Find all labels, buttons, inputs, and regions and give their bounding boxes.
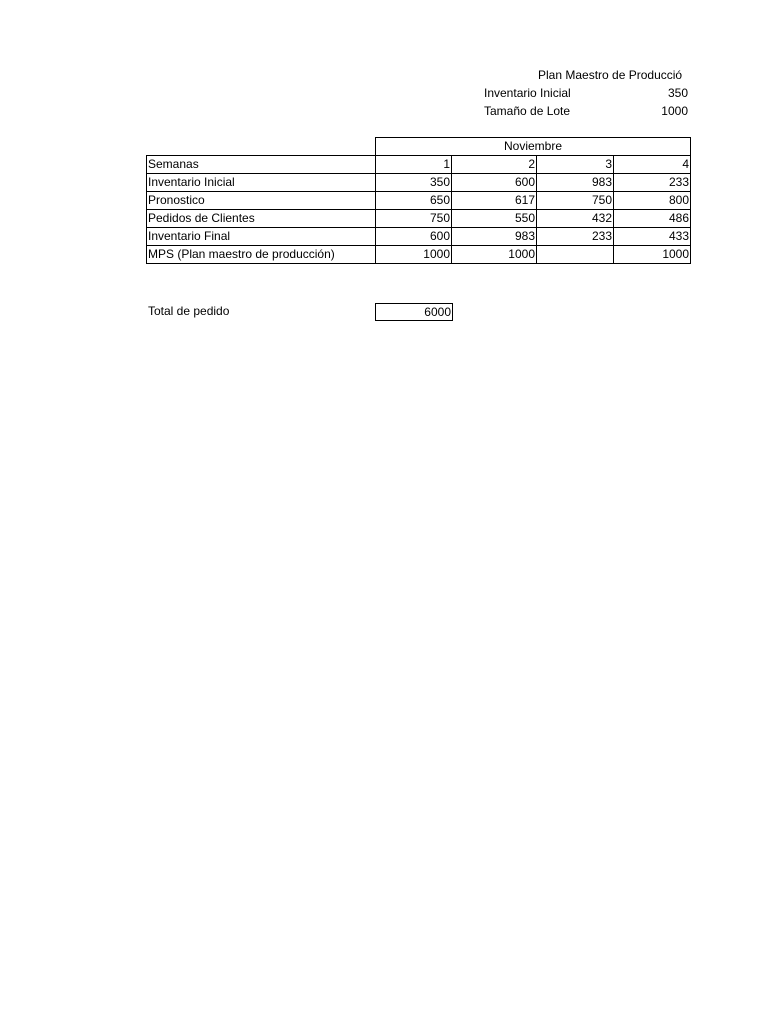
table-cell: 2 <box>452 156 537 174</box>
row-label: Inventario Inicial <box>147 174 376 192</box>
month-header: Noviembre <box>376 138 691 156</box>
table-cell: 350 <box>376 174 452 192</box>
table-cell: 433 <box>614 228 691 246</box>
table-cell: 233 <box>614 174 691 192</box>
row-label: MPS (Plan maestro de producción) <box>147 246 376 264</box>
mps-table <box>146 137 691 264</box>
table-cell: 983 <box>452 228 537 246</box>
table-row <box>147 246 691 264</box>
inventario-inicial-value: 350 <box>667 86 688 100</box>
table-row <box>147 210 691 228</box>
empty-cell <box>147 138 376 156</box>
table-cell: 550 <box>452 210 537 228</box>
total-value: 6000 <box>375 303 453 321</box>
month-row <box>147 138 691 156</box>
row-label: Pedidos de Clientes <box>147 210 376 228</box>
tamano-lote-value: 1000 <box>661 104 688 118</box>
table-cell: 1000 <box>452 246 537 264</box>
row-label: Semanas <box>147 156 376 174</box>
table-cell: 1000 <box>614 246 691 264</box>
table-cell: 486 <box>614 210 691 228</box>
table-cell: 750 <box>376 210 452 228</box>
table-cell <box>537 246 614 264</box>
table-cell: 1 <box>376 156 452 174</box>
table-row <box>147 156 691 174</box>
table-row <box>147 174 691 192</box>
tamano-lote-label: Tamaño de Lote <box>484 104 571 118</box>
table-row <box>147 228 691 246</box>
table-cell: 617 <box>452 192 537 210</box>
table-row <box>147 192 691 210</box>
row-label: Inventario Final <box>147 228 376 246</box>
table-cell: 650 <box>376 192 452 210</box>
total-label: Total de pedido <box>148 304 230 318</box>
table-cell: 800 <box>614 192 691 210</box>
table-cell: 233 <box>537 228 614 246</box>
table-cell: 432 <box>537 210 614 228</box>
table-cell: 600 <box>376 228 452 246</box>
title-clip <box>480 66 690 84</box>
sheet-title: Plan Maestro de Producció <box>538 68 683 82</box>
table-cell: 4 <box>614 156 691 174</box>
table-cell: 3 <box>537 156 614 174</box>
row-label: Pronostico <box>147 192 376 210</box>
table-cell: 1000 <box>376 246 452 264</box>
inventario-inicial-label: Inventario Inicial <box>484 86 571 100</box>
table-cell: 983 <box>537 174 614 192</box>
table-cell: 750 <box>537 192 614 210</box>
table-cell: 600 <box>452 174 537 192</box>
